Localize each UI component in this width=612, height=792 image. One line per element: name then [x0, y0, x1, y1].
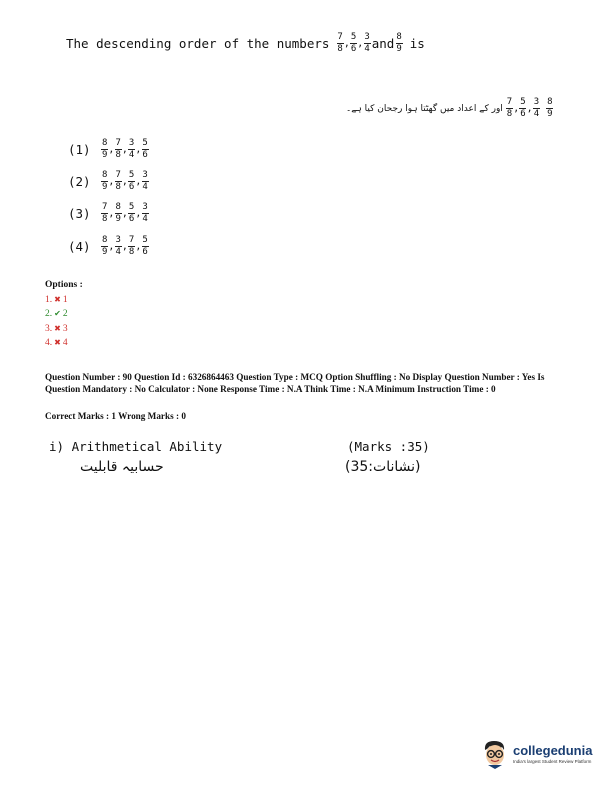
- section-title: i) Arithmetical Ability: [49, 439, 223, 454]
- logo-name: collegedunia: [513, 743, 593, 758]
- fraction: $\frac{7}{8}$: [337, 32, 343, 54]
- cross-icon: ✖: [54, 294, 61, 304]
- fraction: $\frac{7}{8}$: [128, 235, 135, 257]
- mascot-icon: [480, 738, 510, 770]
- question-prefix: The descending order of the numbers: [66, 36, 330, 51]
- choice-3: (3) $\frac{7}{8}$ , $\frac{8}{9}$ , $\frac{5}{6}$ , $\frac{3}{4}$: [68, 202, 148, 224]
- question-suffix: is: [409, 36, 425, 51]
- option-item-4: 4. ✖ 4: [45, 338, 68, 348]
- section-title-urdu: حسابیہ قابلیت: [80, 459, 164, 475]
- fraction: $\frac{7}{8}$: [115, 170, 121, 192]
- fraction: $\frac{8}{9}$: [547, 97, 553, 119]
- fraction: $\frac{5}{6}$: [128, 170, 135, 192]
- fraction: $\frac{5}{6}$: [128, 202, 135, 224]
- fraction: $\frac{3}{4}$: [533, 97, 540, 119]
- urdu-question-text: اور کے اعداد میں گھٹتا ہوا رجحان کیا ہے۔: [346, 103, 503, 114]
- marks-info: Correct Marks : 1 Wrong Marks : 0: [45, 411, 186, 421]
- fraction: $\frac{3}{4}$: [115, 235, 121, 257]
- fraction: $\frac{3}{4}$: [364, 32, 370, 54]
- cross-icon: ✖: [54, 338, 61, 347]
- fraction: $\frac{8}{9}$: [102, 235, 108, 257]
- question-text: The descending order of the numbers $\frac{7}{8}$ , $\frac{5}{6}$ , $\frac{3}{4}$ and $\frac{8}{9}$ is: [66, 32, 425, 54]
- section-marks: (Marks :35): [347, 439, 430, 454]
- option-item-2: 2. ✔ 2: [45, 309, 68, 319]
- fraction: $\frac{7}{8}$: [115, 138, 121, 160]
- fraction: $\frac{7}{8}$: [102, 202, 108, 224]
- fraction: $\frac{7}{8}$: [506, 97, 513, 119]
- fraction: $\frac{3}{4}$: [142, 170, 148, 192]
- and-word: and: [371, 36, 395, 51]
- choice-2: (2) $\frac{8}{9}$ , $\frac{7}{8}$ , $\frac{5}{6}$ , $\frac{3}{4}$: [68, 170, 148, 192]
- choice-4: (4) $\frac{8}{9}$ , $\frac{3}{4}$ , $\frac{7}{8}$ , $\frac{5}{6}$: [68, 235, 148, 257]
- fraction: $\frac{5}{6}$: [350, 32, 357, 54]
- choice-1: (1) $\frac{8}{9}$ , $\frac{7}{8}$ , $\frac{3}{4}$ , $\frac{5}{6}$: [68, 138, 148, 160]
- fraction: $\frac{5}{6}$: [520, 97, 526, 119]
- option-item-1: 1. ✖ 1: [45, 294, 68, 305]
- option-item-3: 3. ✖ 3: [45, 323, 68, 334]
- question-metadata: Question Number : 90 Question Id : 6326864463 Question Type : MCQ Option Shuffling : No Display Question Number : Yes Is Question Mandatory : No Calculator : None Response Time : N.A Think Time : N.A Minimum Instruction Time : 0: [45, 372, 545, 394]
- check-icon: ✔: [54, 309, 61, 318]
- section-marks-urdu: (نشانات:35): [345, 459, 421, 475]
- cross-icon: ✖: [54, 323, 61, 333]
- fraction: $\frac{3}{4}$: [128, 138, 135, 160]
- fraction: $\frac{8}{9}$: [396, 32, 402, 54]
- options-list: [45, 279, 83, 351]
- collegedunia-logo: [480, 738, 592, 770]
- options-heading: Options :: [45, 280, 83, 290]
- fraction: $\frac{8}{9}$: [102, 138, 108, 160]
- fraction: $\frac{5}{6}$: [142, 138, 148, 160]
- fraction: $\frac{3}{4}$: [142, 202, 148, 224]
- logo-tagline: India's largest Student Review Platform: [513, 759, 592, 764]
- fraction: $\frac{8}{9}$: [115, 202, 121, 224]
- urdu-question: اور کے اعداد میں گھٹتا ہوا رجحان کیا ہے۔ $\frac{7}{8}$ , $\frac{5}{6}$ , $\frac{3}{4}$ $\frac{8}{9}$: [346, 97, 553, 119]
- fraction: $\frac{5}{6}$: [142, 235, 148, 257]
- fraction: $\frac{8}{9}$: [102, 170, 108, 192]
